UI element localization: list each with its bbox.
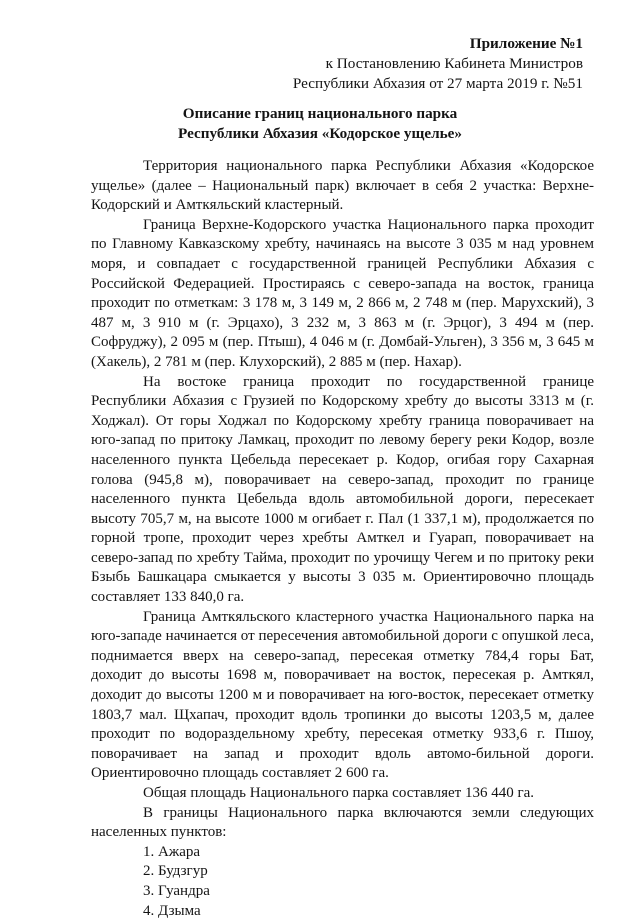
heading-line-2: Республики Абхазия «Кодорское ущелье» [178, 124, 462, 142]
list-item: 2. Будзгур [143, 863, 208, 880]
document-heading [0, 104, 640, 143]
paragraph-settlements-intro: В границы Национального парка включаются земли следующих населенных пунктов: [91, 804, 594, 841]
paragraph-total-area: Общая площадь Национального парка составляет 136 440 га. [143, 785, 535, 801]
appendix-block [293, 34, 583, 94]
document-body [91, 157, 594, 921]
paragraph-amtkyal-border: Граница Амткяльского кластерного участка Национального парка на юго-западе начинается от пересечения автомобильной дороги с опушкой леса, поднимается вверх на северо-запад, пересекая отметку 784,4 горы Бат, доходит до высоты 1698 м, поворачивает на восток, пересекая р. Амткял, доходит до высоты 1200 м и поворачивает на юго-восток, пересекает отметку 1803,7 мал. Щхапач, проходит вдоль тропинки до высоты 1203,5 м, далее проходит по водораздельному хребту, пересекая отметку 933,6 г. Пшоу, поворачивает на запад и проходит вдоль автомо-бильной дороги. Ориентировочно площадь составляет 2 600 га. [91, 608, 594, 782]
appendix-title: Приложение №1 [469, 35, 583, 52]
appendix-line-2: Республики Абхазия от 27 марта 2019 г. №51 [292, 75, 583, 92]
appendix-line-1: к Постановлению Кабинета Министров [325, 55, 583, 72]
paragraph-upper-kodor-border: Граница Верхне-Кодорского участка Национального парка проходит по Главному Кавказскому хребту, начинаясь на высоте 3 035 м над уровнем моря, и совпадает с государственной границей Республики Абхазия с Российской Федерацией. Простираясь с северо-запада на восток, граница проходит по отметкам: 3 178 м, 3 149 м, 2 866 м, 2 748 м (пер. Марухский), 3 487 м, 3 910 м (г. Эрцахо), 3 232 м, 3 863 м (г. Эрцог), 3 494 м (пер. Софруджу), 2 095 м (пер. Птыш), 4 046 м (г. Домбай-Ульген), 3 356 м, 3 645 м (Хакель), 2 781 м (пер. Клухорский), 2 885 м (пер. Нахар). [91, 216, 594, 370]
paragraph-eastern-border: На востоке граница проходит по государственной границе Республики Абхазия с Грузией по Кодорскому хребту до высоты 3313 м (г. Ходжал). От горы Ходжал по Кодорскому хребту граница поворачивает на юго-запад по притоку Ламкац, проходит по левому берегу реки Кодор, возле населенного пункта Цебельда пересекает р. Кодор, огибая гору Сахарная голова (945,8 м), поворачивает на северо-запад, проходит по границе населенного пункта Цебельда вдоль автомобильной дороги, пересекает высоту 705,7 м, на высоте 1000 м огибает г. Пал (1 337,1 м), продолжается по горной тропе, проходит через хребты Амткел и Гуарап, поворачивает на северо-запад по хребту Тайма, проходит по урочищу Чегем и по притоку реки Бзыбь Башкацара смыкается у высоты 3 035 м. Ориентировочно площадь составляет 133 840,0 га. [91, 373, 594, 606]
settlements-list [91, 843, 594, 921]
heading-line-1: Описание границ национального парка [182, 105, 458, 122]
paragraph-territory: Территория национального парка Республики Абхазия «Кодорское ущелье» (далее – Национальный парк) включает в себя 2 участка: Верхне-Кодорский и Амткяльский кластерный. [91, 158, 594, 214]
list-item: 1. Ажара [143, 843, 201, 860]
list-item: 4. Дзыма [143, 902, 201, 919]
list-item: 3. Гуандра [143, 882, 210, 899]
